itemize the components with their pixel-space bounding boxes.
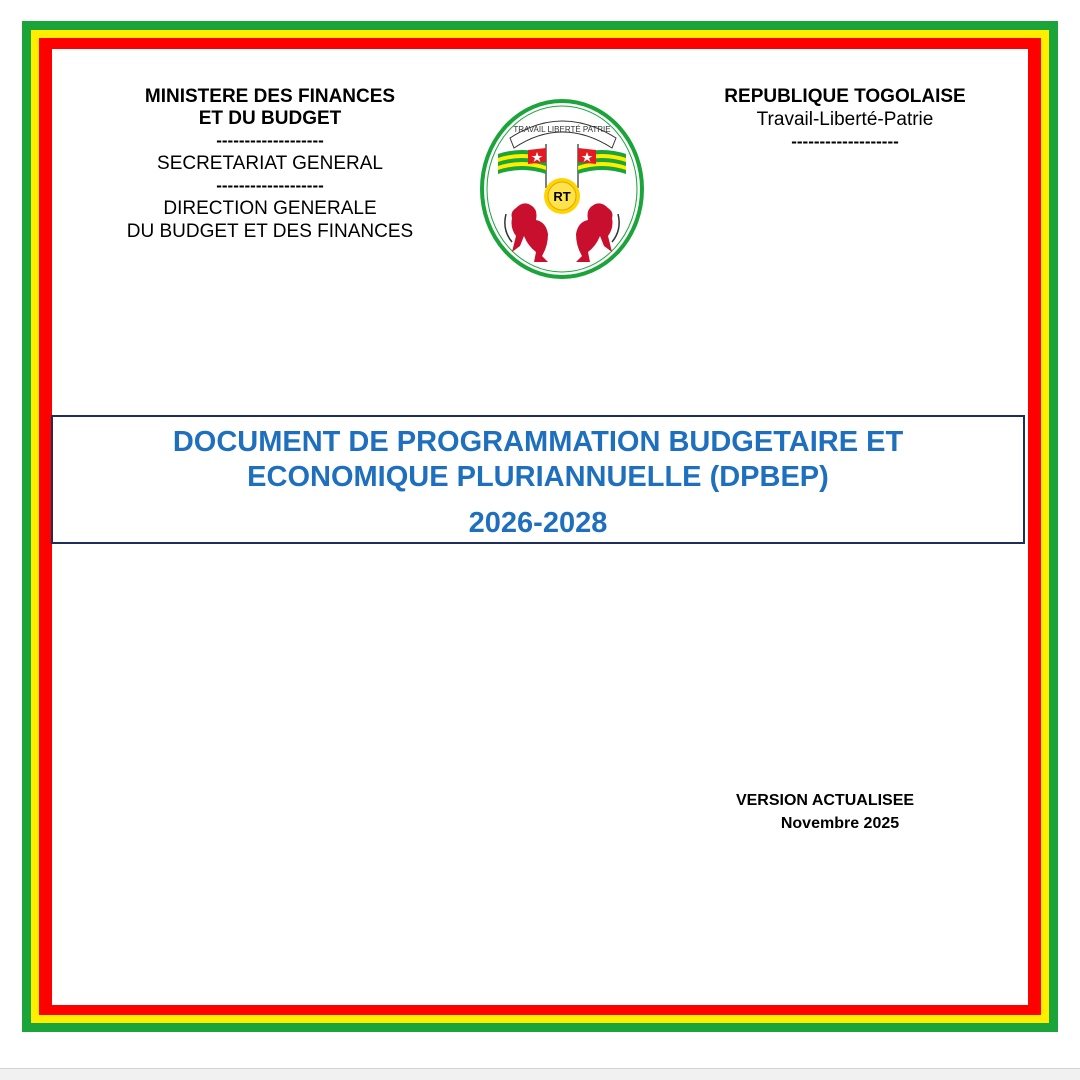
document-title-line-2: ECONOMIQUE PLURIANNUELLE (DPBEP) xyxy=(247,461,829,493)
republic-header xyxy=(665,86,1025,153)
viewer-bottom-bar xyxy=(0,1068,1080,1080)
direction-line-1: DIRECTION GENERALE xyxy=(163,198,377,219)
togo-coat-of-arms-icon xyxy=(476,96,648,282)
version-label: VERSION ACTUALISEE xyxy=(735,792,915,809)
emblem-monogram: RT xyxy=(553,189,571,204)
direction-line-2: DU BUDGET ET DES FINANCES xyxy=(126,221,414,242)
republic-motto: Travail-Liberté-Patrie xyxy=(756,109,934,130)
ministry-line-1: MINISTERE DES FINANCES xyxy=(144,86,396,107)
ministry-header xyxy=(80,86,460,243)
ministry-line-2: ET DU BUDGET xyxy=(198,108,342,129)
version-block xyxy=(690,791,990,837)
secretariat-line: SECRETARIAT GENERAL xyxy=(157,153,383,174)
document-title-line-1: DOCUMENT DE PROGRAMMATION BUDGETAIRE ET xyxy=(172,426,904,458)
document-title-box xyxy=(51,415,1025,544)
version-date: Novembre 2025 xyxy=(780,815,900,832)
ministry-separator-2: ------------------- xyxy=(216,176,324,195)
ribbon-text: TRAVAIL LIBERTÉ PATRIE xyxy=(513,125,611,134)
document-period: 2026-2028 xyxy=(468,507,608,539)
ministry-separator-1: ------------------- xyxy=(216,131,324,150)
republic-separator: ------------------- xyxy=(791,132,899,151)
republic-name: REPUBLIQUE TOGOLAISE xyxy=(724,86,966,107)
